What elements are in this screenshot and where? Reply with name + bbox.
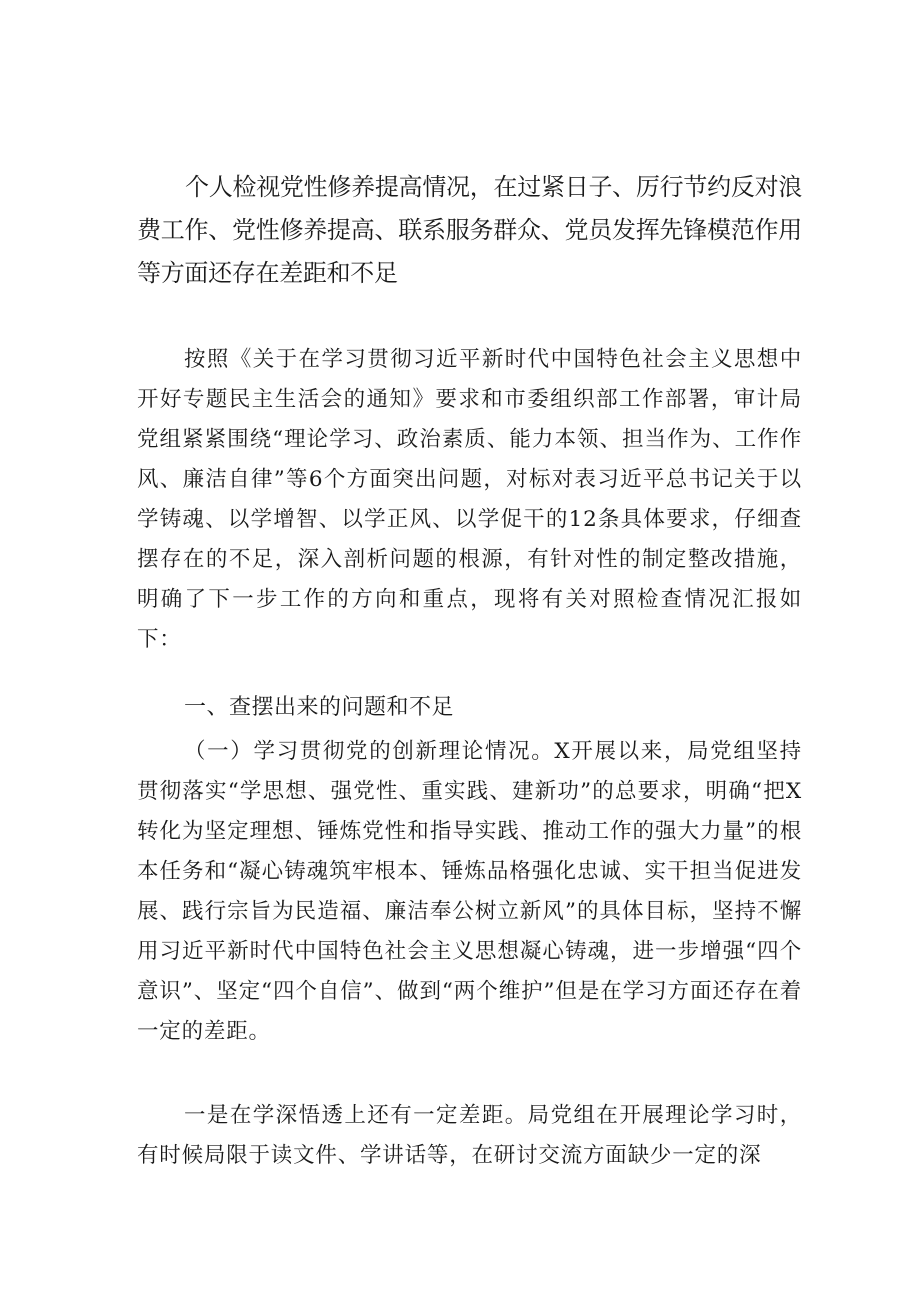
intro-paragraph: 按照《关于在学习贯彻习近平新时代中国特色社会主义思想中开好专题民主生活会的通知》要求和市委组织部工作部署，审计局党组紧紧围绕“理论学习、政治素质、能力本领、担当作为、工作作风、廉洁自律”等6个方面突出问题，对标对表习近平总书记关于以学铸魂、以学增智、以学正风、以学促干的12条具体要求，仔细查摆存在的不足，深入剖析问题的根源，有针对性的制定整改措施，明确了下一步工作的方向和重点，现将有关对照检查情况汇报如下： <box>137 347 802 652</box>
section-heading: 一、查摆出来的问题和不足 <box>184 695 455 720</box>
section-paragraph-1: （一）学习贯彻党的创新理论情况。X开展以来，局党组坚持贯彻落实“学思想、强党性、重实践、建新功”的总要求，明确“把X转化为坚定理想、锤炼党性和指导实践、推动工作的强大力量”的根本任务和“凝心铸魂筑牢根本、锤炼品格强化忠诚、实干担当促进发展、践行宗旨为民造福、廉洁奉公树立新风”的具体目标，坚持不懈用习近平新时代中国特色社会主义思想凝心铸魂，进一步增强“四个意识”、坚定“四个自信”、做到“两个维护”但是在学习方面还存在着一定的差距。 <box>137 739 802 1044</box>
document-title: 个人检视党性修养提高情况，在过紧日子、厉行节约反对浪费工作、党性修养提高、联系服务群众、党员发挥先锋模范作用等方面还存在差距和不足 <box>137 173 802 287</box>
section-paragraph-2: 一是在学深悟透上还有一定差距。局党组在开展理论学习时，有时候局限于读文件、学讲话等，在研讨交流方面缺少一定的深 <box>137 1103 802 1168</box>
